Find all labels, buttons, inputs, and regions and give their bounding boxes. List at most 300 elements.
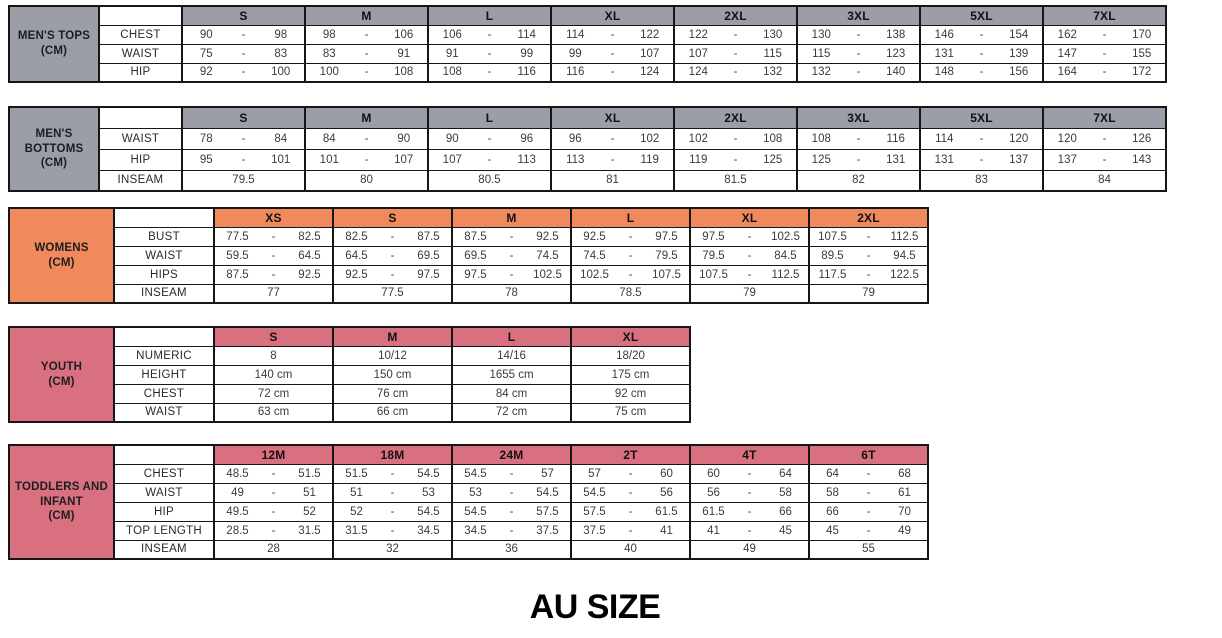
range-cell: [182, 25, 305, 44]
range-value: [572, 506, 689, 518]
range-max: 92.5: [298, 268, 321, 281]
range-max: 138: [886, 28, 906, 41]
range-cell: [571, 265, 690, 284]
range-cell: [571, 227, 690, 246]
size-header-2t: 2T: [571, 445, 690, 464]
value-cell: 81.5: [674, 170, 797, 191]
range-cell: [690, 464, 809, 483]
range-dash: -: [390, 467, 395, 480]
range-min: 116: [566, 66, 585, 79]
range-dash: -: [364, 153, 369, 166]
range-min: 48.5: [226, 467, 249, 480]
value-cell: 150 cm: [333, 365, 452, 384]
range-dash: -: [747, 249, 752, 262]
row-label: HEIGHT: [114, 365, 214, 384]
size-header-s: S: [182, 107, 305, 128]
range-min: 100: [319, 66, 339, 79]
range-value: [215, 231, 332, 243]
range-value: [183, 154, 304, 166]
range-dash: -: [747, 268, 752, 281]
value-cell: 28: [214, 540, 333, 559]
range-cell: [690, 227, 809, 246]
range-value: [453, 525, 570, 537]
value-cell: 78.5: [571, 284, 690, 303]
range-dash: -: [509, 249, 514, 262]
range-dash: -: [856, 132, 861, 145]
range-value: [691, 269, 808, 281]
measurement-row: [9, 63, 1166, 82]
range-max: 131: [886, 153, 906, 166]
range-value: [334, 231, 451, 243]
range-max: 112.5: [771, 268, 800, 281]
size-header-m: M: [305, 6, 428, 25]
range-min: 132: [811, 66, 831, 79]
range-value: [572, 525, 689, 537]
range-min: 82.5: [345, 230, 368, 243]
value-cell: 75 cm: [571, 403, 690, 422]
size-header-xl: XL: [551, 107, 674, 128]
range-value: [334, 250, 451, 262]
range-min: 49.5: [226, 505, 249, 518]
range-value: [921, 48, 1042, 60]
size-header-row: [9, 445, 928, 464]
size-header-7xl: 7XL: [1043, 107, 1166, 128]
range-max: 137: [1009, 153, 1029, 166]
range-dash: -: [390, 230, 395, 243]
range-cell: [690, 521, 809, 540]
range-value: [215, 506, 332, 518]
size-header-s: S: [333, 208, 452, 227]
table-label-line: (CM): [48, 510, 75, 523]
range-dash: -: [487, 28, 492, 41]
range-dash: -: [610, 132, 615, 145]
range-value: [215, 487, 332, 499]
range-max: 120: [1009, 132, 1029, 145]
value-cell: 80: [305, 170, 428, 191]
size-header-l: L: [452, 327, 571, 346]
range-dash: -: [271, 268, 276, 281]
row-label: INSEAM: [99, 170, 182, 191]
range-dash: -: [856, 47, 861, 60]
range-min: 92.5: [583, 230, 606, 243]
page-title: AU SIZE: [529, 588, 661, 626]
range-value: [183, 29, 304, 41]
size-header-2xl: 2XL: [674, 107, 797, 128]
range-max: 97.5: [655, 230, 678, 243]
range-dash: -: [628, 524, 633, 537]
table-label: [9, 107, 99, 191]
range-cell: [452, 265, 571, 284]
page-title-row: [8, 588, 1182, 627]
range-value: [453, 231, 570, 243]
range-max: 64: [779, 467, 792, 480]
value-cell: 78: [452, 284, 571, 303]
range-dash: -: [271, 505, 276, 518]
range-max: 102: [640, 132, 660, 145]
size-header-row: [9, 327, 690, 346]
range-dash: -: [509, 268, 514, 281]
range-cell: [333, 265, 452, 284]
range-value: [810, 468, 927, 480]
range-min: 114: [935, 132, 954, 145]
womens-table: [8, 207, 929, 304]
range-dash: -: [610, 66, 615, 79]
range-value: [921, 133, 1042, 145]
row-label: CHEST: [99, 25, 182, 44]
range-min: 96: [568, 132, 582, 145]
range-value: [691, 468, 808, 480]
row-label: WAIST: [114, 403, 214, 422]
range-min: 52: [350, 505, 363, 518]
range-max: 91: [397, 47, 411, 60]
range-cell: [305, 149, 428, 170]
range-min: 54.5: [583, 486, 606, 499]
range-dash: -: [610, 28, 615, 41]
range-min: 74.5: [583, 249, 606, 262]
range-dash: -: [979, 132, 984, 145]
range-value: [552, 66, 673, 78]
range-max: 54.5: [536, 486, 559, 499]
range-value: [572, 269, 689, 281]
range-cell: [809, 265, 928, 284]
measurement-row: [9, 540, 928, 559]
range-dash: -: [271, 230, 276, 243]
range-cell: [809, 521, 928, 540]
range-value: [334, 525, 451, 537]
size-header-l: L: [428, 6, 551, 25]
range-value: [334, 506, 451, 518]
range-cell: [305, 63, 428, 82]
range-max: 87.5: [417, 230, 440, 243]
range-max: 61: [898, 486, 911, 499]
range-max: 106: [394, 28, 414, 41]
range-min: 148: [934, 66, 954, 79]
range-min: 164: [1057, 66, 1077, 79]
range-dash: -: [1102, 66, 1107, 79]
range-value: [429, 133, 550, 145]
range-cell: [1043, 44, 1166, 63]
range-value: [453, 250, 570, 262]
range-max: 52: [303, 505, 316, 518]
range-cell: [214, 227, 333, 246]
range-max: 84: [274, 132, 288, 145]
range-cell: [1043, 25, 1166, 44]
range-value: [306, 133, 427, 145]
range-max: 114: [517, 28, 536, 41]
range-min: 120: [1057, 132, 1077, 145]
value-cell: 72 cm: [214, 384, 333, 403]
range-max: 56: [660, 486, 673, 499]
row-label: INSEAM: [114, 284, 214, 303]
range-dash: -: [856, 153, 861, 166]
range-cell: [305, 128, 428, 149]
table-label: [9, 208, 114, 303]
measurement-row: [9, 227, 928, 246]
range-max: 108: [394, 66, 414, 79]
range-dash: -: [856, 66, 861, 79]
range-max: 31.5: [298, 524, 321, 537]
size-header-4t: 4T: [690, 445, 809, 464]
toddlers-infant-table: [8, 444, 929, 560]
range-cell: [1043, 63, 1166, 82]
range-cell: [920, 63, 1043, 82]
range-dash: -: [1102, 153, 1107, 166]
range-value: [691, 506, 808, 518]
range-cell: [305, 25, 428, 44]
range-max: 53: [422, 486, 435, 499]
range-value: [215, 468, 332, 480]
range-cell: [797, 128, 920, 149]
mens-tops-table: [8, 5, 1167, 83]
value-cell: 14/16: [452, 346, 571, 365]
range-min: 107.5: [818, 230, 847, 243]
range-value: [215, 250, 332, 262]
range-min: 108: [811, 132, 831, 145]
range-max: 41: [660, 524, 673, 537]
range-value: [810, 269, 927, 281]
range-max: 123: [886, 47, 906, 60]
value-cell: 84: [1043, 170, 1166, 191]
range-cell: [551, 63, 674, 82]
range-min: 79.5: [702, 249, 725, 262]
range-value: [334, 487, 451, 499]
range-dash: -: [509, 486, 514, 499]
row-label: HIP: [99, 149, 182, 170]
measurement-row: [9, 128, 1166, 149]
range-max: 116: [886, 132, 905, 145]
range-min: 92.5: [345, 268, 368, 281]
size-header-m: M: [452, 208, 571, 227]
value-cell: 79: [690, 284, 809, 303]
range-max: 90: [397, 132, 411, 145]
range-min: 115: [812, 47, 831, 60]
range-max: 45: [779, 524, 792, 537]
range-min: 147: [1057, 47, 1077, 60]
range-max: 69.5: [417, 249, 440, 262]
range-max: 107.5: [652, 268, 681, 281]
size-header-xl: XL: [551, 6, 674, 25]
table-label-line: (CM): [40, 157, 68, 170]
range-max: 57.5: [536, 505, 559, 518]
range-dash: -: [733, 66, 738, 79]
range-cell: [214, 265, 333, 284]
range-cell: [214, 464, 333, 483]
range-cell: [551, 44, 674, 63]
range-dash: -: [733, 47, 738, 60]
range-value: [798, 66, 919, 78]
range-min: 131: [934, 47, 954, 60]
row-label: WAIST: [114, 246, 214, 265]
range-min: 108: [442, 66, 462, 79]
size-header-5xl: 5XL: [920, 6, 1043, 25]
range-value: [798, 48, 919, 60]
size-header-5xl: 5XL: [920, 107, 1043, 128]
size-header-row: [9, 208, 928, 227]
size-header-2xl: 2XL: [809, 208, 928, 227]
value-cell: 32: [333, 540, 452, 559]
size-header-xs: XS: [214, 208, 333, 227]
row-label: HIP: [99, 63, 182, 82]
range-value: [675, 133, 796, 145]
range-dash: -: [628, 230, 633, 243]
range-dash: -: [979, 153, 984, 166]
range-cell: [690, 502, 809, 521]
measurement-row: [9, 464, 928, 483]
range-max: 54.5: [417, 467, 440, 480]
row-label: WAIST: [99, 128, 182, 149]
range-value: [215, 269, 332, 281]
table-label: [9, 445, 114, 559]
range-min: 31.5: [345, 524, 368, 537]
range-max: 107: [640, 47, 660, 60]
range-dash: -: [364, 47, 369, 60]
range-min: 54.5: [464, 467, 487, 480]
table-label-line: BOTTOMS: [24, 142, 84, 155]
size-header-3xl: 3XL: [797, 107, 920, 128]
range-value: [675, 154, 796, 166]
range-max: 156: [1009, 66, 1029, 79]
range-min: 54.5: [464, 505, 487, 518]
range-dash: -: [610, 153, 615, 166]
range-cell: [674, 25, 797, 44]
range-cell: [305, 44, 428, 63]
range-cell: [333, 227, 452, 246]
range-min: 57: [588, 467, 601, 480]
row-label: CHEST: [114, 464, 214, 483]
range-cell: [674, 149, 797, 170]
value-cell: 77.5: [333, 284, 452, 303]
range-min: 53: [469, 486, 482, 499]
measurement-row: [9, 170, 1166, 191]
range-dash: -: [1102, 132, 1107, 145]
range-cell: [182, 44, 305, 63]
range-min: 75: [199, 47, 213, 60]
range-max: 143: [1132, 153, 1152, 166]
value-cell: 40: [571, 540, 690, 559]
range-min: 107: [688, 47, 708, 60]
range-min: 106: [442, 28, 462, 41]
range-cell: [571, 246, 690, 265]
range-cell: [571, 464, 690, 483]
value-cell: 83: [920, 170, 1043, 191]
range-value: [306, 66, 427, 78]
range-value: [1044, 133, 1165, 145]
range-value: [429, 29, 550, 41]
range-cell: [674, 63, 797, 82]
range-cell: [452, 464, 571, 483]
range-min: 59.5: [226, 249, 249, 262]
range-cell: [690, 246, 809, 265]
range-cell: [920, 149, 1043, 170]
range-cell: [809, 502, 928, 521]
range-value: [306, 29, 427, 41]
range-min: 58: [826, 486, 839, 499]
range-min: 34.5: [464, 524, 487, 537]
size-header-row: [9, 6, 1166, 25]
range-max: 96: [520, 132, 534, 145]
range-dash: -: [628, 268, 633, 281]
range-max: 155: [1132, 47, 1152, 60]
measurement-row: [9, 149, 1166, 170]
measurement-row: [9, 246, 928, 265]
range-value: [810, 487, 927, 499]
range-cell: [920, 128, 1043, 149]
size-header-3xl: 3XL: [797, 6, 920, 25]
size-header-2xl: 2XL: [674, 6, 797, 25]
range-min: 99: [568, 47, 582, 60]
range-dash: -: [733, 28, 738, 41]
value-cell: 36: [452, 540, 571, 559]
range-dash: -: [241, 66, 246, 79]
range-cell: [551, 128, 674, 149]
range-max: 154: [1009, 28, 1029, 41]
range-min: 107: [442, 153, 462, 166]
range-min: 56: [707, 486, 720, 499]
range-dash: -: [866, 467, 871, 480]
range-dash: -: [866, 249, 871, 262]
value-cell: 49: [690, 540, 809, 559]
range-dash: -: [509, 505, 514, 518]
range-dash: -: [271, 249, 276, 262]
range-dash: -: [628, 505, 633, 518]
range-dash: -: [241, 132, 246, 145]
range-value: [810, 250, 927, 262]
range-min: 60: [707, 467, 720, 480]
value-cell: 10/12: [333, 346, 452, 365]
measurement-row: [9, 265, 928, 284]
range-max: 51.5: [298, 467, 321, 480]
range-max: 99: [520, 47, 534, 60]
range-min: 97.5: [702, 230, 725, 243]
table-label-line: (CM): [40, 45, 68, 57]
value-cell: 80.5: [428, 170, 551, 191]
range-dash: -: [241, 47, 246, 60]
range-max: 101: [271, 153, 291, 166]
range-max: 122.5: [890, 268, 919, 281]
range-dash: -: [866, 505, 871, 518]
range-cell: [797, 63, 920, 82]
range-max: 68: [898, 467, 911, 480]
measurement-row: [9, 521, 928, 540]
size-tables-container: [8, 5, 1222, 560]
range-value: [572, 231, 689, 243]
range-max: 130: [763, 28, 783, 41]
range-cell: [452, 483, 571, 502]
range-value: [1044, 66, 1165, 78]
range-cell: [452, 246, 571, 265]
size-header-24m: 24M: [452, 445, 571, 464]
range-min: 122: [688, 28, 708, 41]
range-cell: [551, 149, 674, 170]
range-cell: [551, 25, 674, 44]
range-max: 113: [517, 153, 536, 166]
range-dash: -: [979, 66, 984, 79]
range-max: 116: [517, 66, 536, 79]
range-max: 170: [1132, 28, 1152, 41]
row-label: BUST: [114, 227, 214, 246]
range-dash: -: [509, 230, 514, 243]
measurement-row: [9, 483, 928, 502]
range-value: [675, 66, 796, 78]
range-value: [1044, 48, 1165, 60]
table-label-line: WOMENS: [34, 241, 89, 254]
value-cell: 72 cm: [452, 403, 571, 422]
size-header-6t: 6T: [809, 445, 928, 464]
corner-cell: [114, 208, 214, 227]
range-min: 41: [707, 524, 720, 537]
size-header-m: M: [333, 327, 452, 346]
range-min: 83: [322, 47, 336, 60]
